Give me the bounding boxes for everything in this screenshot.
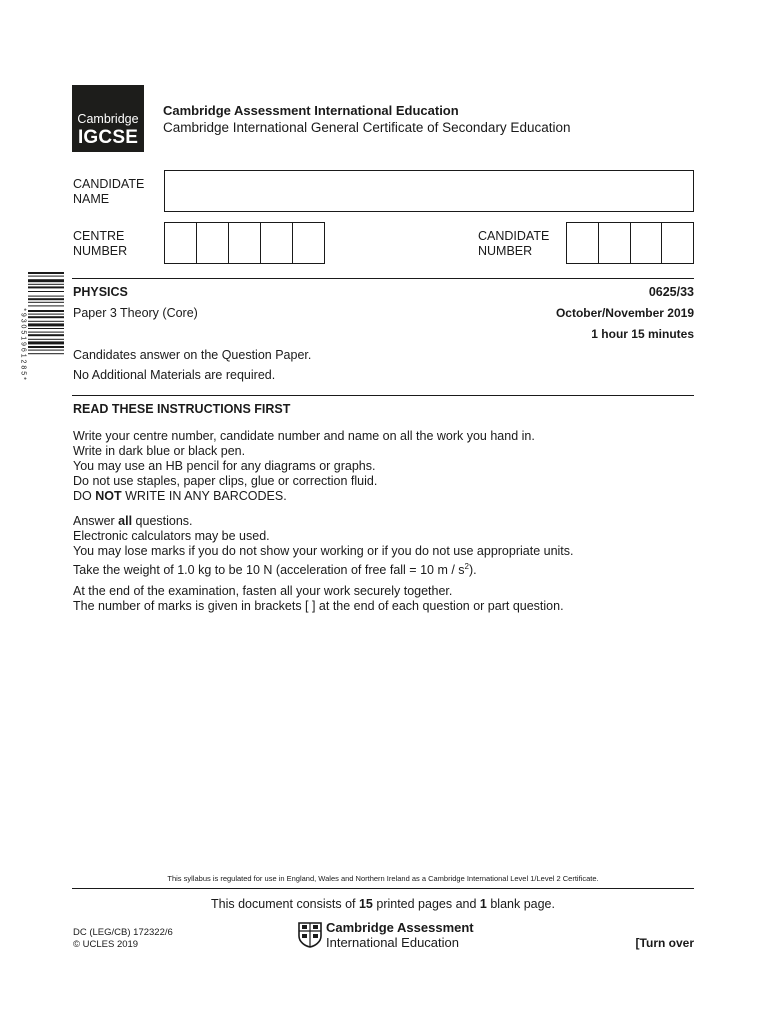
instruction-line-weight: Take the weight of 1.0 kg to be 10 N (acceleration of free fall = 10 m / $s^2$). (73, 562, 477, 578)
instruction-line-barcodes: DO NOT WRITE IN ANY BARCODES. (73, 489, 287, 503)
candidate-number-field[interactable] (566, 222, 694, 264)
candidate-number-label: CANDIDATE NUMBER (478, 229, 550, 258)
qualification-name: Cambridge International General Certificate of Secondary Education (163, 120, 571, 135)
candidate-number-cell[interactable] (631, 223, 663, 263)
instruction-line: The number of marks is given in brackets [ ] at the end of each question or part question. (73, 599, 564, 613)
instruction-line: Write your centre number, candidate number and name on all the work you hand in. (73, 429, 535, 443)
barcode (28, 272, 64, 412)
logo-text-cambridge: Cambridge (77, 112, 139, 126)
centre-number-cell[interactable] (197, 223, 229, 263)
syllabus-code: 0625/33 (648, 285, 694, 299)
divider-mid (72, 395, 694, 396)
candidate-number-cell[interactable] (599, 223, 631, 263)
instruction-line: Electronic calculators may be used. (73, 529, 270, 543)
candidate-name-field[interactable] (164, 170, 694, 212)
document-reference: DC (LEG/CB) 172322/6 (73, 927, 173, 938)
subject-name: PHYSICS (73, 285, 128, 299)
centre-number-field[interactable] (164, 222, 325, 264)
divider-top (72, 278, 694, 279)
centre-number-cell[interactable] (165, 223, 197, 263)
instructions-block-2 (73, 514, 574, 578)
copyright-notice: © UCLES 2019 (73, 939, 139, 950)
instruction-line: You may lose marks if you do not show your working or if you do not use appropriate units. (73, 544, 574, 558)
barcode-digits: * 9 3 0 5 1 9 6 1 2 8 5 * (19, 308, 27, 380)
exam-session: October/November 2019 (555, 306, 694, 320)
turn-over-note: [Turn over (635, 936, 694, 950)
instruction-line: Do not use staples, paper clips, glue or correction fluid. (73, 474, 378, 488)
org-name: Cambridge Assessment International Education (163, 103, 459, 118)
candidate-name-label: CANDIDATE NAME (73, 177, 145, 206)
barcode-bars (28, 272, 64, 412)
instructions-block-1 (73, 429, 535, 504)
centre-number-cell[interactable] (293, 223, 324, 263)
divider-footer (72, 888, 694, 889)
exam-duration: 1 hour 15 minutes (591, 327, 694, 341)
cambridge-igcse-logo (72, 85, 144, 152)
instruction-line: Write in dark blue or black pen. (73, 444, 246, 458)
candidate-number-cell[interactable] (662, 223, 693, 263)
candidate-number-cell[interactable] (567, 223, 599, 263)
centre-number-cell[interactable] (261, 223, 293, 263)
logo-text-igcse: IGCSE (77, 127, 139, 148)
paper-title: Paper 3 Theory (Core) (73, 306, 198, 320)
instruction-line: You may use an HB pencil for any diagrams or graphs. (73, 459, 376, 473)
centre-number-label: CENTRE NUMBER (73, 229, 128, 258)
materials-line-2: No Additional Materials are required. (73, 368, 276, 382)
instructions-heading: READ THESE INSTRUCTIONS FIRST (73, 402, 291, 416)
page-count-note: This document consists of 15 printed pages and 1 blank page. (211, 897, 555, 911)
brand-name-line-1: Cambridge Assessment (326, 920, 474, 935)
instruction-line-answer: Answer all questions. (73, 514, 193, 528)
instructions-block-3 (73, 584, 564, 614)
regulation-note: This syllabus is regulated for use in England, Wales and Northern Ireland as a Cambridge International Level 1/Level 2 Certificate. (167, 874, 599, 883)
materials-line-1: Candidates answer on the Question Paper. (73, 348, 312, 362)
instruction-line: At the end of the examination, fasten all your work securely together. (73, 584, 453, 598)
cambridge-shield-icon (298, 922, 322, 948)
brand-name-line-2: International Education (326, 935, 459, 950)
centre-number-cell[interactable] (229, 223, 261, 263)
